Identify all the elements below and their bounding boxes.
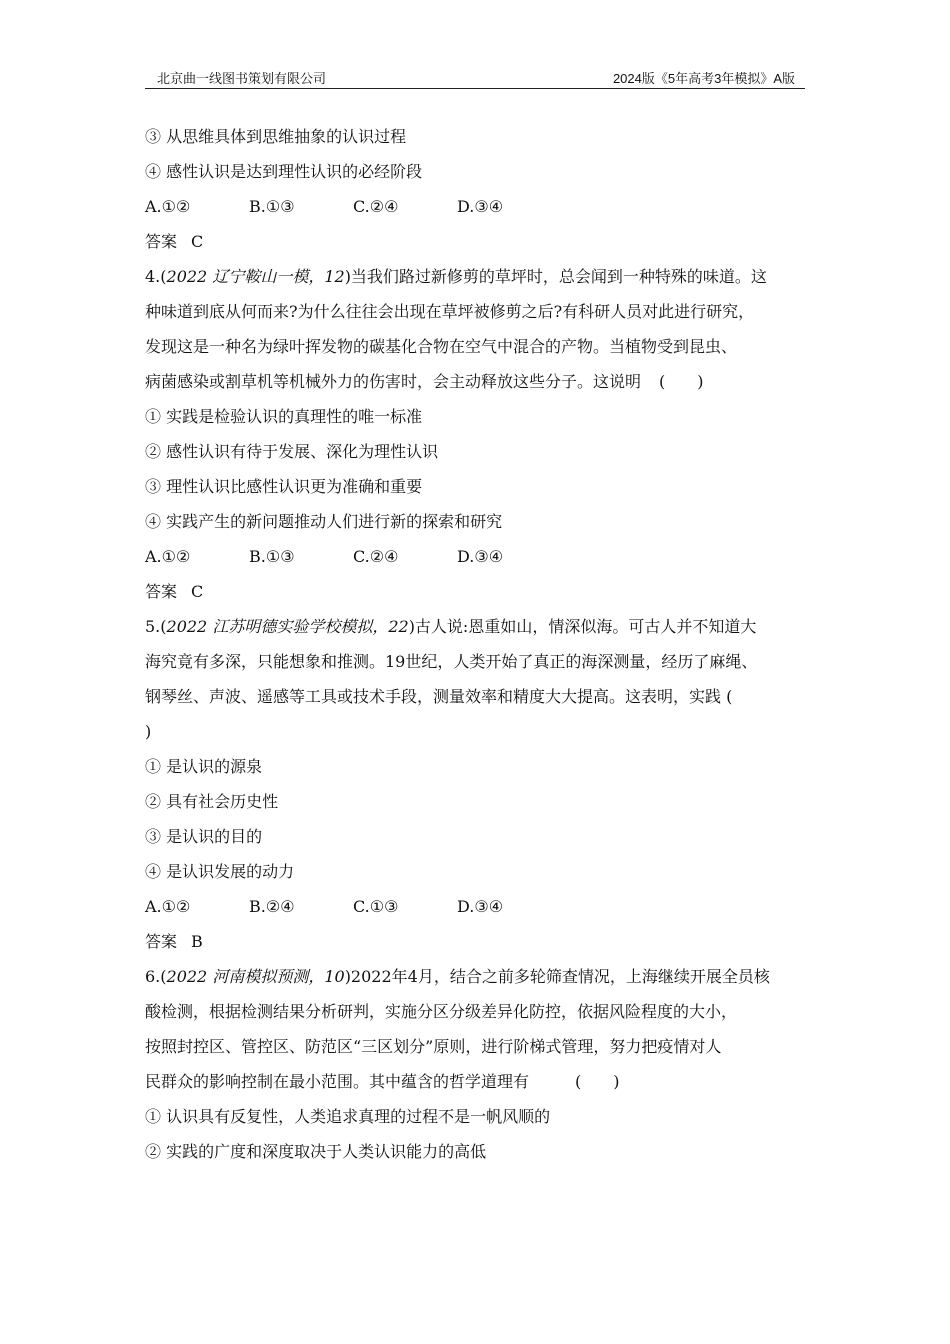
q4-stem-line-1: [145, 259, 810, 294]
q4-statement-3: ③ 理性认识比感性认识更为准确和重要: [145, 477, 423, 496]
q6-stem-line-4: [145, 1064, 810, 1099]
q5-options: [145, 889, 810, 924]
q4-source: 2022 辽宁鞍山一模，12: [166, 267, 345, 286]
q6-statement-2: ② 实践的广度和深度取决于人类认识能力的高低: [145, 1142, 487, 1161]
q6-stem-line-3: 按照封控区、管控区、防范区“三区划分”原则，进行阶梯式管理，努力把疫情对人: [145, 1037, 722, 1056]
q4-option-d: D.③④: [457, 547, 504, 566]
page-header: [145, 66, 805, 89]
q5-statement-2: ② 具有社会历史性: [145, 792, 279, 811]
q4-number: 4.(: [145, 267, 167, 286]
q4-answer-value: C: [191, 582, 204, 601]
q6-source: 2022 河南模拟预测，10: [166, 967, 345, 986]
q4-stem-text-end: 病菌感染或割草机等机械外力的伤害时，会主动释放这些分子。这说明: [145, 372, 642, 391]
q5-option-a: A.①②: [145, 897, 191, 916]
q4-answer: [145, 574, 810, 609]
q3-answer-label: 答案: [145, 232, 178, 251]
q4-stem-line-2: 种味道到底从何而来?为什么往往会出现在草坪被修剪之后?有科研人员对此进行研究，: [145, 302, 755, 321]
document-body: [145, 119, 810, 1169]
q3-answer-value: C: [191, 232, 204, 251]
q6-statement-1: ① 认识具有反复性，人类追求真理的过程不是一帆风顺的: [145, 1107, 551, 1126]
q4-answer-blank: ( ): [659, 372, 704, 391]
q3-option-b: B.①③: [249, 197, 295, 216]
q4-statement-1: ① 实践是检验认识的真理性的唯一标准: [145, 407, 423, 426]
q4-option-c: C.②④: [353, 547, 399, 566]
q4-statement-2: ② 感性认识有待于发展、深化为理性认识: [145, 442, 439, 461]
q3-option-c: C.②④: [353, 197, 399, 216]
q4-stem-text: )当我们路过新修剪的草坪时，总会闻到一种特殊的味道。这: [344, 267, 767, 286]
q4-answer-label: 答案: [145, 582, 178, 601]
q4-statement-4: ④ 实践产生的新问题推动人们进行新的探索和研究: [145, 512, 503, 531]
q4-stem-line-3: 发现这是一种名为绿叶挥发物的碳基化合物在空气中混合的产物。当植物受到昆虫、: [145, 337, 738, 356]
q6-answer-blank: ( ): [575, 1072, 620, 1091]
q4-option-a: A.①②: [145, 547, 191, 566]
q6-stem-line-1: [145, 959, 810, 994]
q5-number: 5.(: [145, 617, 167, 636]
q5-answer-label: 答案: [145, 932, 178, 951]
q5-stem-line-3: 钢琴丝、声波、遥感等工具或技术手段，测量效率和精度大大提高。这表明，实践 (: [145, 687, 733, 706]
q3-statement-3: ③ 从思维具体到思维抽象的认识过程: [145, 127, 407, 146]
q5-statement-3: ③ 是认识的目的: [145, 827, 263, 846]
q6-stem-line-2: 酸检测，根据检测结果分析研判，实施分区分级差异化防控，依据风险程度的大小，: [145, 1002, 738, 1021]
header-edition: 2024版《5年高考3年模拟》A版: [612, 71, 795, 86]
q6-stem-text: )2022年4月，结合之前多轮筛查情况，上海继续开展全员核: [344, 967, 770, 986]
q3-answer: [145, 224, 810, 259]
q3-option-a: A.①②: [145, 197, 191, 216]
q3-statement-4: ④ 感性认识是达到理性认识的必经阶段: [145, 162, 423, 181]
q5-statement-4: ④ 是认识发展的动力: [145, 862, 295, 881]
q6-stem-text-end: 民群众的影响控制在最小范围。其中蕴含的哲学道理有: [145, 1072, 530, 1091]
header-publisher: 北京曲一线图书策划有限公司: [157, 71, 327, 86]
q5-source: 2022 江苏明德实验学校模拟，22: [166, 617, 409, 636]
q5-answer-value: B: [191, 932, 203, 951]
q5-option-d: D.③④: [457, 897, 504, 916]
q5-stem-line-1: [145, 609, 810, 644]
q4-options: [145, 539, 810, 574]
q5-option-c: C.①③: [353, 897, 399, 916]
q5-statement-1: ① 是认识的源泉: [145, 757, 263, 776]
q5-answer: [145, 924, 810, 959]
q5-stem-text: )古人说:恩重如山，情深似海。可古人并不知道大: [408, 617, 757, 636]
q5-option-b: B.②④: [249, 897, 295, 916]
q3-option-d: D.③④: [457, 197, 504, 216]
q4-option-b: B.①③: [249, 547, 295, 566]
q5-stem-line-2: 海究竟有多深，只能想象和推测。19世纪，人类开始了真正的海深测量，经历了麻绳、: [145, 652, 758, 671]
q4-stem-line-4: [145, 364, 810, 399]
q6-number: 6.(: [145, 967, 167, 986]
q3-options: [145, 189, 810, 224]
q5-stem-line-4: ): [145, 722, 152, 741]
